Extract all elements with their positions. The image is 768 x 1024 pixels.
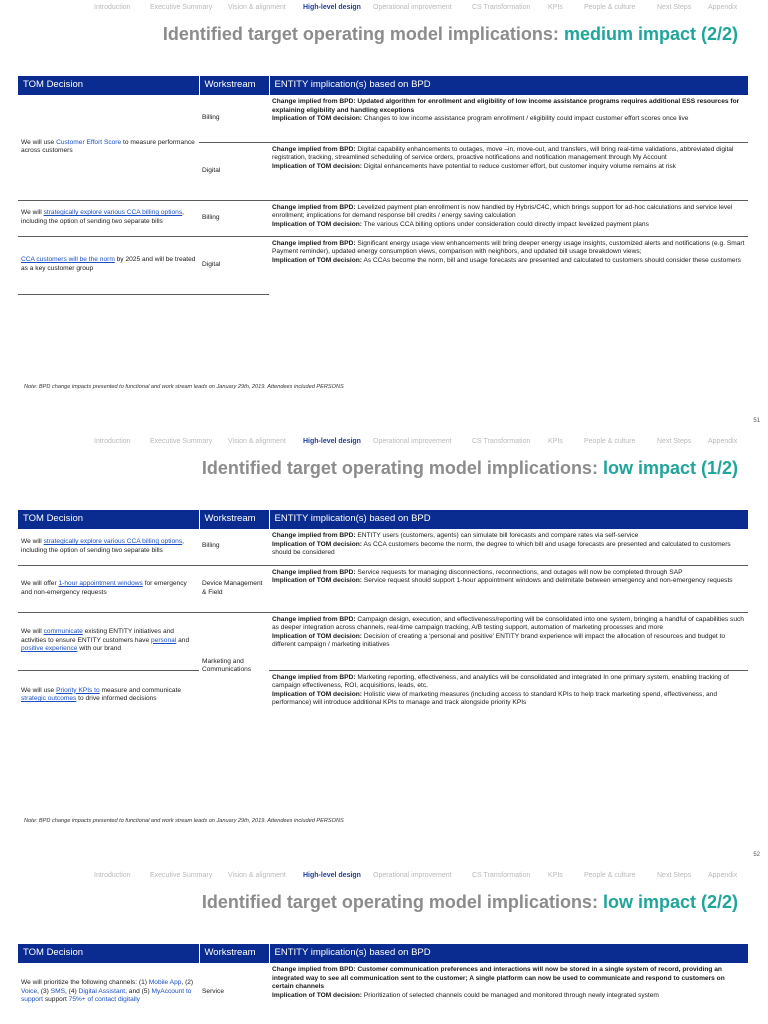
workstream-cell: Digital xyxy=(199,236,269,294)
decision-text: We will use xyxy=(21,138,57,146)
change-label: Change implied from BPD: xyxy=(272,568,356,576)
implication-cell xyxy=(269,565,748,612)
implication-text: Changes to low income assistance program enrollment / eligibility could impact customer effort scores once live xyxy=(363,115,689,123)
header-tom-decision: TOM Decision xyxy=(18,944,199,963)
implication-text: Service request should support 1-hour appointment windows and delimitate between emergency and non-emergency requests xyxy=(363,577,733,585)
tom-decision-cell xyxy=(18,612,199,670)
title-highlight: low impact (2/2) xyxy=(602,892,738,912)
nav-people-culture[interactable]: People & culture xyxy=(584,438,636,445)
change-text: Marketing reporting, effectiveness, and analytics will be consolidated and integrated In one primary system, enabling tracking of campaign effectiveness, ROI, acquisitions, leads, etc. xyxy=(272,673,729,690)
implication-label: Implication of TOM decision: xyxy=(272,220,362,228)
highlighted-term: Priority KPIs to xyxy=(56,686,100,694)
nav-executive-summary[interactable]: Executive Summary xyxy=(150,4,213,11)
nav-introduction[interactable]: Introduction xyxy=(94,4,131,11)
decision-text: We will offer xyxy=(21,579,59,587)
implication-text: As CCA customers become the norm, the degree to which bill and usage forecasts are presented and calculated to customers should be considered xyxy=(272,540,731,557)
decision-text: measure and communicate xyxy=(99,686,182,694)
header-implication: ENTITY implication(s) based on BPD xyxy=(269,76,748,95)
workstream-cell: Service xyxy=(202,987,224,995)
highlighted-term: strategically explore various CCA billing options xyxy=(43,209,183,217)
table-row xyxy=(18,95,748,142)
table-header-row xyxy=(18,76,748,95)
implication-cell xyxy=(269,142,748,200)
highlighted-term: Customer Effort Score xyxy=(56,138,122,146)
change-text: Campaign design, execution, and effectiveness/reporting will be consolidated into one system, bringing a handful of capabilities such as deeper integration across channels, real-time campaign tracking, A/B testing support, automation of marketing processes and more xyxy=(272,615,744,632)
highlighted-term: positive experience xyxy=(21,645,78,653)
table-row xyxy=(18,236,748,294)
nav-kpis[interactable]: KPIs xyxy=(548,872,563,879)
nav-high-level-design[interactable]: High-level design xyxy=(303,438,361,445)
implication-cell xyxy=(269,95,748,142)
tom-table xyxy=(18,510,748,720)
change-label: Change implied from BPD: xyxy=(272,966,356,973)
implication-text: Digital enhancements have potential to reduce customer effort, but customer inquiry volume remains at risk xyxy=(363,162,676,170)
tom-table xyxy=(18,944,748,1021)
nav-kpis[interactable]: KPIs xyxy=(548,4,563,11)
decision-text: We will xyxy=(21,538,44,546)
nav-cs-transformation[interactable]: CS Transformation xyxy=(472,4,531,11)
change-text: Service requests for managing disconnections, reconnections, and outages will now be completed through SAP xyxy=(357,568,683,576)
decision-text: , (3) xyxy=(37,987,51,995)
nav-introduction[interactable]: Introduction xyxy=(94,438,131,445)
decision-text: , (4) xyxy=(65,987,79,995)
title-highlight: medium impact (2/2) xyxy=(563,24,738,44)
nav-appendix[interactable]: Appendix xyxy=(708,872,738,879)
implication-cell xyxy=(269,200,748,236)
slide-title xyxy=(163,24,738,45)
decision-text: We will xyxy=(21,209,44,217)
section-nav xyxy=(0,434,768,448)
change-text: Significant energy usage view enhancements will bring deeper energy usage insights, customized alerts and notifications (e.g. Smart Payment reminder), updated energy consumption views, comparison with neighbors, and updated bill usage breakdown views; xyxy=(272,239,745,256)
slide-low-impact-2-of-2 xyxy=(0,868,768,1024)
nav-high-level-design[interactable]: High-level design xyxy=(303,872,361,879)
decision-text: We will xyxy=(21,628,44,636)
nav-cs-transformation[interactable]: CS Transformation xyxy=(472,438,531,445)
table-row xyxy=(18,565,748,612)
nav-cs-transformation[interactable]: CS Transformation xyxy=(472,872,531,879)
decision-text: support xyxy=(43,996,69,1004)
nav-vision-alignment[interactable]: Vision & alignment xyxy=(228,4,286,11)
nav-operational-improvement[interactable]: Operational improvement xyxy=(373,438,452,445)
table-header-row xyxy=(18,510,748,529)
nav-kpis[interactable]: KPIs xyxy=(548,438,563,445)
implication-label: Implication of TOM decision: xyxy=(272,115,362,123)
highlighted-term: 1-hour appointment windows xyxy=(58,579,143,587)
nav-vision-alignment[interactable]: Vision & alignment xyxy=(228,438,286,445)
tom-decision-cell xyxy=(18,963,199,1021)
change-text: Digital capability enhancements to outages, move –in, move-out, and transfers, will bring real-time validations, abbreviated digital registration, tracking, streamlined scheduling of service orders, proactive notifications and notification management through My Account xyxy=(272,145,734,162)
header-workstream: Workstream xyxy=(199,510,269,529)
implication-label: Implication of TOM decision: xyxy=(272,577,362,585)
workstream-cell: Device Management & Field xyxy=(199,565,269,612)
tom-decision-cell xyxy=(18,565,199,612)
highlighted-term: CCA customers will be the norm xyxy=(21,256,115,264)
implication-label: Implication of TOM decision: xyxy=(272,690,362,698)
change-label: Change implied from BPD: xyxy=(272,203,356,211)
change-text: Customer communication preferences and interactions will now be stored in a single system of record, providing an integrated way to see all communication sent to the customer; A single platform can now be used to communicate and respond to customers on certain channels xyxy=(272,966,725,991)
table-header-row xyxy=(18,944,748,963)
title-prefix: Identified target operating model implications: xyxy=(201,892,598,912)
nav-introduction[interactable]: Introduction xyxy=(94,872,131,879)
implication-text: Holistic view of marketing measures (including access to standard KPIs to help track marketing spend, effectiveness, and performance) will introduce additional KPIs to manage and track alongside priority KPIs xyxy=(272,690,718,707)
header-implication: ENTITY implication(s) based on BPD xyxy=(269,944,748,963)
change-text: ENTITY users (customers, agents) can simulate bill forecasts and compare rates via self-service xyxy=(357,532,639,539)
implication-text: The various CCA billing options under consideration could directly impact levelized payment plans xyxy=(363,220,649,228)
implication-text: Prioritization of selected channels could be managed and monitored through newly integrated system xyxy=(363,991,659,999)
nav-high-level-design[interactable]: High-level design xyxy=(303,4,361,11)
decision-text: , (2) xyxy=(181,979,194,987)
nav-appendix[interactable]: Appendix xyxy=(708,4,738,11)
section-nav xyxy=(0,0,768,14)
footnote: Note: BPD change impacts presented to functional and work stream leads on January 29th, 2019. Attendees included PERSONS xyxy=(24,818,344,824)
change-label: Change implied from BPD: xyxy=(272,673,356,681)
decision-text: and xyxy=(176,636,190,644)
implication-label: Implication of TOM decision: xyxy=(272,162,362,170)
decision-text: , including the option of sending two separate bills xyxy=(21,209,184,225)
implication-cell xyxy=(269,612,748,670)
tom-decision-cell xyxy=(18,95,199,200)
nav-operational-improvement[interactable]: Operational improvement xyxy=(373,4,452,11)
highlighted-term: strategically explore various CCA billing options xyxy=(43,538,183,546)
implication-cell xyxy=(269,236,748,294)
nav-executive-summary[interactable]: Executive Summary xyxy=(150,872,213,879)
highlighted-term: communicate xyxy=(43,628,83,636)
implication-cell xyxy=(269,670,748,720)
tom-decision-cell xyxy=(18,529,199,565)
page-number: 52 xyxy=(753,852,760,858)
highlighted-term: MyAccount to support xyxy=(21,987,192,1004)
decision-text: , including the option of sending two separate bills xyxy=(21,538,184,554)
change-label: Change implied from BPD: xyxy=(272,98,356,105)
highlighted-term: strategic outcomes xyxy=(21,695,77,703)
slide-title xyxy=(202,892,738,913)
decision-text: , and (5) xyxy=(125,987,152,995)
implication-label: Implication of TOM decision: xyxy=(272,256,362,264)
nav-people-culture[interactable]: People & culture xyxy=(584,4,636,11)
implication-label: Implication of TOM decision: xyxy=(272,540,362,548)
page-number: 51 xyxy=(753,418,760,424)
highlighted-term: Mobile App xyxy=(148,979,182,987)
nav-people-culture[interactable]: People & culture xyxy=(584,872,636,879)
change-text: Updated algorithm for enrollment and eligibility of low income assistance programs requires additional ESS resources for explaining eligibility and handling exceptions xyxy=(272,98,740,114)
table-row xyxy=(18,963,748,1021)
decision-text: existing ENTITY initiatives and activities to ensure ENTITY customers have xyxy=(21,628,174,644)
highlighted-term: 75%+ of contact digitally xyxy=(68,996,140,1004)
change-text: Levelized payment plan enrollment is now handled by Hybris/C4C, which brings support for ad-hoc calculations and service level enrollment; implications for demand response bill credits / energy saving calculation xyxy=(272,203,733,220)
header-workstream: Workstream xyxy=(199,76,269,95)
workstream-cell: Billing xyxy=(199,95,269,142)
decision-text: to measure performance across customers xyxy=(21,138,195,155)
highlighted-term: Voice xyxy=(21,987,38,995)
tom-decision-cell xyxy=(18,236,199,294)
nav-executive-summary[interactable]: Executive Summary xyxy=(150,438,213,445)
decision-text: We will prioritize the following channels: (1) xyxy=(21,979,149,987)
workstream-cell: Billing xyxy=(199,200,269,236)
implication-text: As CCAs become the norm, bill and usage forecasts are presented and calculated to customers should consider these customers xyxy=(363,256,741,264)
change-label: Change implied from BPD: xyxy=(272,532,356,539)
decision-text: with our brand xyxy=(77,645,122,653)
header-tom-decision: TOM Decision xyxy=(18,510,199,529)
section-nav xyxy=(0,868,768,882)
title-prefix: Identified target operating model implications: xyxy=(162,24,559,44)
change-label: Change implied from BPD: xyxy=(272,145,356,153)
decision-text: We will use xyxy=(21,686,57,694)
tom-decision-cell xyxy=(18,670,199,720)
tom-decision-cell xyxy=(18,200,199,236)
workstream-cell: Billing xyxy=(199,529,269,565)
table-row xyxy=(18,612,748,670)
implication-text: Decision of creating a 'personal and positive' ENTITY brand experience will impact the allocation of resources and budget to different campaign / marketing initiatives xyxy=(272,632,726,649)
title-prefix: Identified target operating model implications: xyxy=(201,458,598,478)
nav-appendix[interactable]: Appendix xyxy=(708,438,738,445)
implication-label: Implication of TOM decision: xyxy=(272,632,362,640)
decision-text: for emergency and non-emergency requests xyxy=(21,579,187,596)
footnote: Note: BPD change impacts presented to functional and work stream leads on January 29th, 2019. Attendees included PERSONS xyxy=(24,384,344,390)
implication-cell xyxy=(269,529,748,565)
nav-vision-alignment[interactable]: Vision & alignment xyxy=(228,872,286,879)
header-tom-decision: TOM Decision xyxy=(18,76,199,95)
table-row xyxy=(18,200,748,236)
header-workstream: Workstream xyxy=(199,944,269,963)
workstream-cell: Digital xyxy=(199,142,269,200)
tom-table xyxy=(18,76,748,295)
change-label: Change implied from BPD: xyxy=(272,615,356,623)
title-highlight: low impact (1/2) xyxy=(602,458,738,478)
slide-title xyxy=(202,458,738,479)
table-row xyxy=(18,670,748,720)
decision-text: by 2025 and will be treated as a key customer group xyxy=(21,256,196,272)
table-row xyxy=(18,529,748,565)
highlighted-term: personal xyxy=(150,636,177,644)
implication-label: Implication of TOM decision: xyxy=(272,991,362,999)
workstream-cell: Marketing and Communications xyxy=(202,657,252,674)
highlighted-term: Digital Assistant xyxy=(78,987,126,995)
slide-low-impact-1-of-2 xyxy=(0,434,768,864)
nav-operational-improvement[interactable]: Operational improvement xyxy=(373,872,452,879)
nav-next-steps[interactable]: Next Steps xyxy=(657,438,692,445)
decision-text: to drive informed decisions xyxy=(76,695,157,703)
nav-next-steps[interactable]: Next Steps xyxy=(657,4,692,11)
slide-medium-impact-2-of-2 xyxy=(0,0,768,430)
implication-cell xyxy=(269,963,748,1021)
nav-next-steps[interactable]: Next Steps xyxy=(657,872,692,879)
highlighted-term: SMS xyxy=(50,987,65,995)
header-implication: ENTITY implication(s) based on BPD xyxy=(269,510,748,529)
change-label: Change implied from BPD: xyxy=(272,239,356,247)
